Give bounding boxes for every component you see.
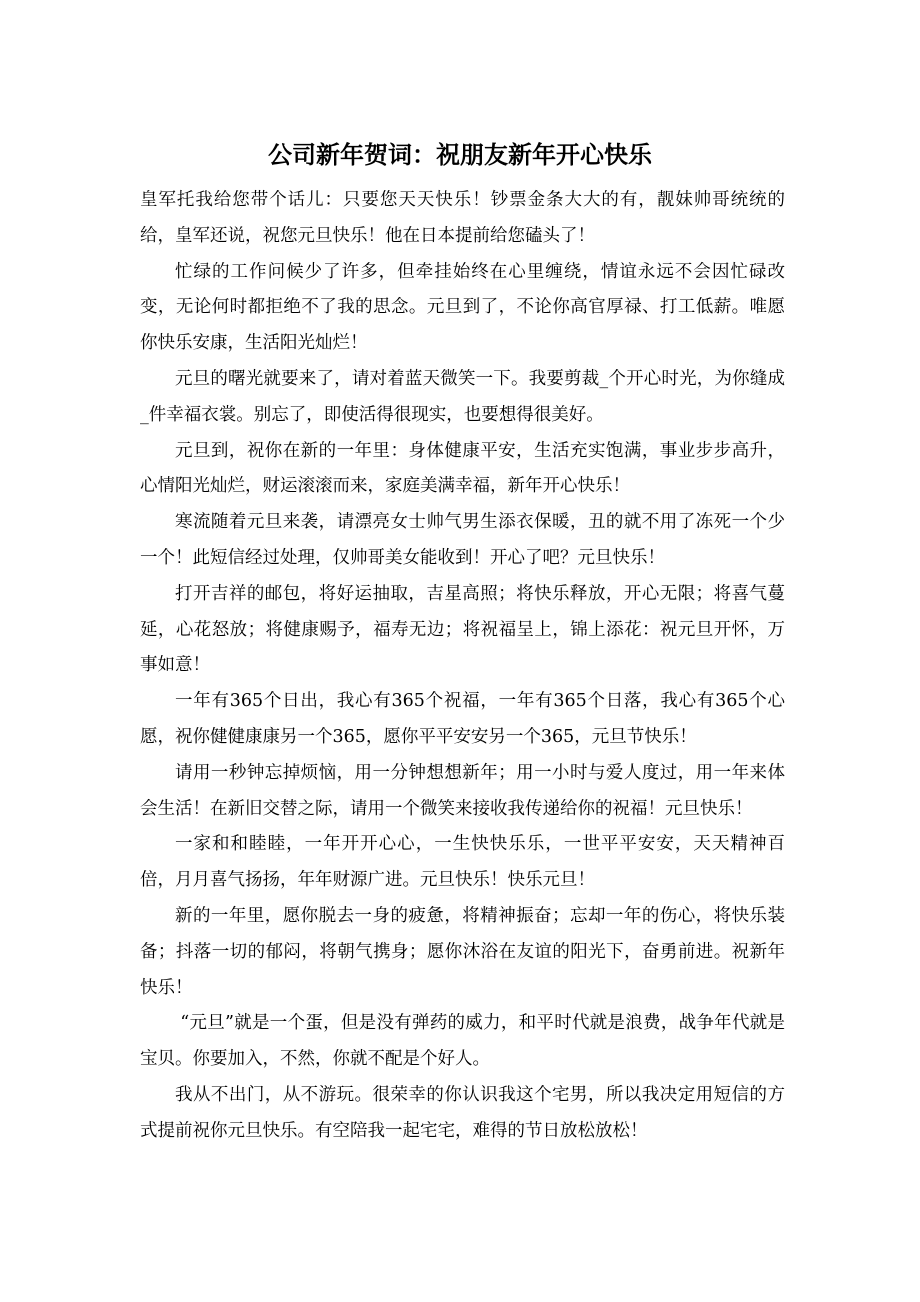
paragraph: 一年有365个日出，我心有365个祝福，一年有365个日落，我心有365个心愿，祝你健健康康另一个365，愿你平平安安另一个365，元旦节快乐！	[140, 691, 785, 747]
paragraph: 忙绿的工作问候少了许多，但牵挂始终在心里缠绕，情谊永远不会因忙碌改变，无论何时都拒绝不了我的思念。元旦到了，不论你高官厚禄、打工低薪。唯愿你快乐安康，生活阳光灿烂！	[140, 261, 785, 354]
paragraph: 新的一年里，愿你脱去一身的疲惫，将精神振奋；忘却一年的伤心，将快乐装备；抖落一切的郁闷，将朝气携身；愿你沐浴在友谊的阳光下，奋勇前进。祝新年快乐！	[140, 905, 785, 998]
paragraph: 一家和和睦睦，一年开开心心，一生快快乐乐，一世平平安安，天天精神百倍，月月喜气扬扬，年年财源广进。元旦快乐！快乐元旦！	[140, 834, 785, 891]
paragraph: 打开吉祥的邮包，将好运抽取，吉星高照；将快乐释放，开心无限；将喜气蔓延，心花怒放；将健康赐予，福寿无边；将祝福呈上，锦上添花：祝元旦开怀，万事如意！	[140, 583, 785, 676]
paragraph: 寒流随着元旦来袭，请漂亮女士帅气男生添衣保暖，丑的就不用了冻死一个少一个！此短信经过处理，仅帅哥美女能收到！开心了吧？元旦快乐！	[140, 512, 785, 568]
document-body	[140, 183, 785, 1150]
paragraph: “元旦”就是一个蛋，但是没有弹药的威力，和平时代就是浪费，战争年代就是宝贝。你要加入，不然，你就不配是个好人。	[140, 1013, 785, 1070]
document-title: 公司新年贺词：祝朋友新年开心快乐	[268, 140, 652, 169]
paragraph: 元旦到，祝你在新的一年里：身体健康平安，生活充实饱满，事业步步高升，心情阳光灿烂，财运滚滚而来，家庭美满幸福，新年开心快乐！	[140, 440, 785, 497]
paragraph: 皇军托我给您带个话儿：只要您天天快乐！钞票金条大大的有，靓妹帅哥统统的给，皇军还说，祝您元旦快乐！他在日本提前给您磕头了！	[140, 190, 785, 246]
paragraph: 请用一秒钟忘掉烦恼，用一分钟想想新年；用一小时与爱人度过，用一年来体会生活！在新旧交替之际，请用一个微笑来接收我传递给你的祝福！元旦快乐！	[140, 762, 785, 819]
paragraph: 我从不出门，从不游玩。很荣幸的你认识我这个宅男，所以我决定用短信的方式提前祝你元旦快乐。有空陪我一起宅宅，难得的节日放松放松！	[140, 1084, 785, 1141]
paragraph: 元旦的曙光就要来了，请对着蓝天微笑一下。我要剪裁_个开心时光，为你缝成_件幸福衣裳。别忘了，即使活得很现实，也要想得很美好。	[140, 368, 785, 425]
